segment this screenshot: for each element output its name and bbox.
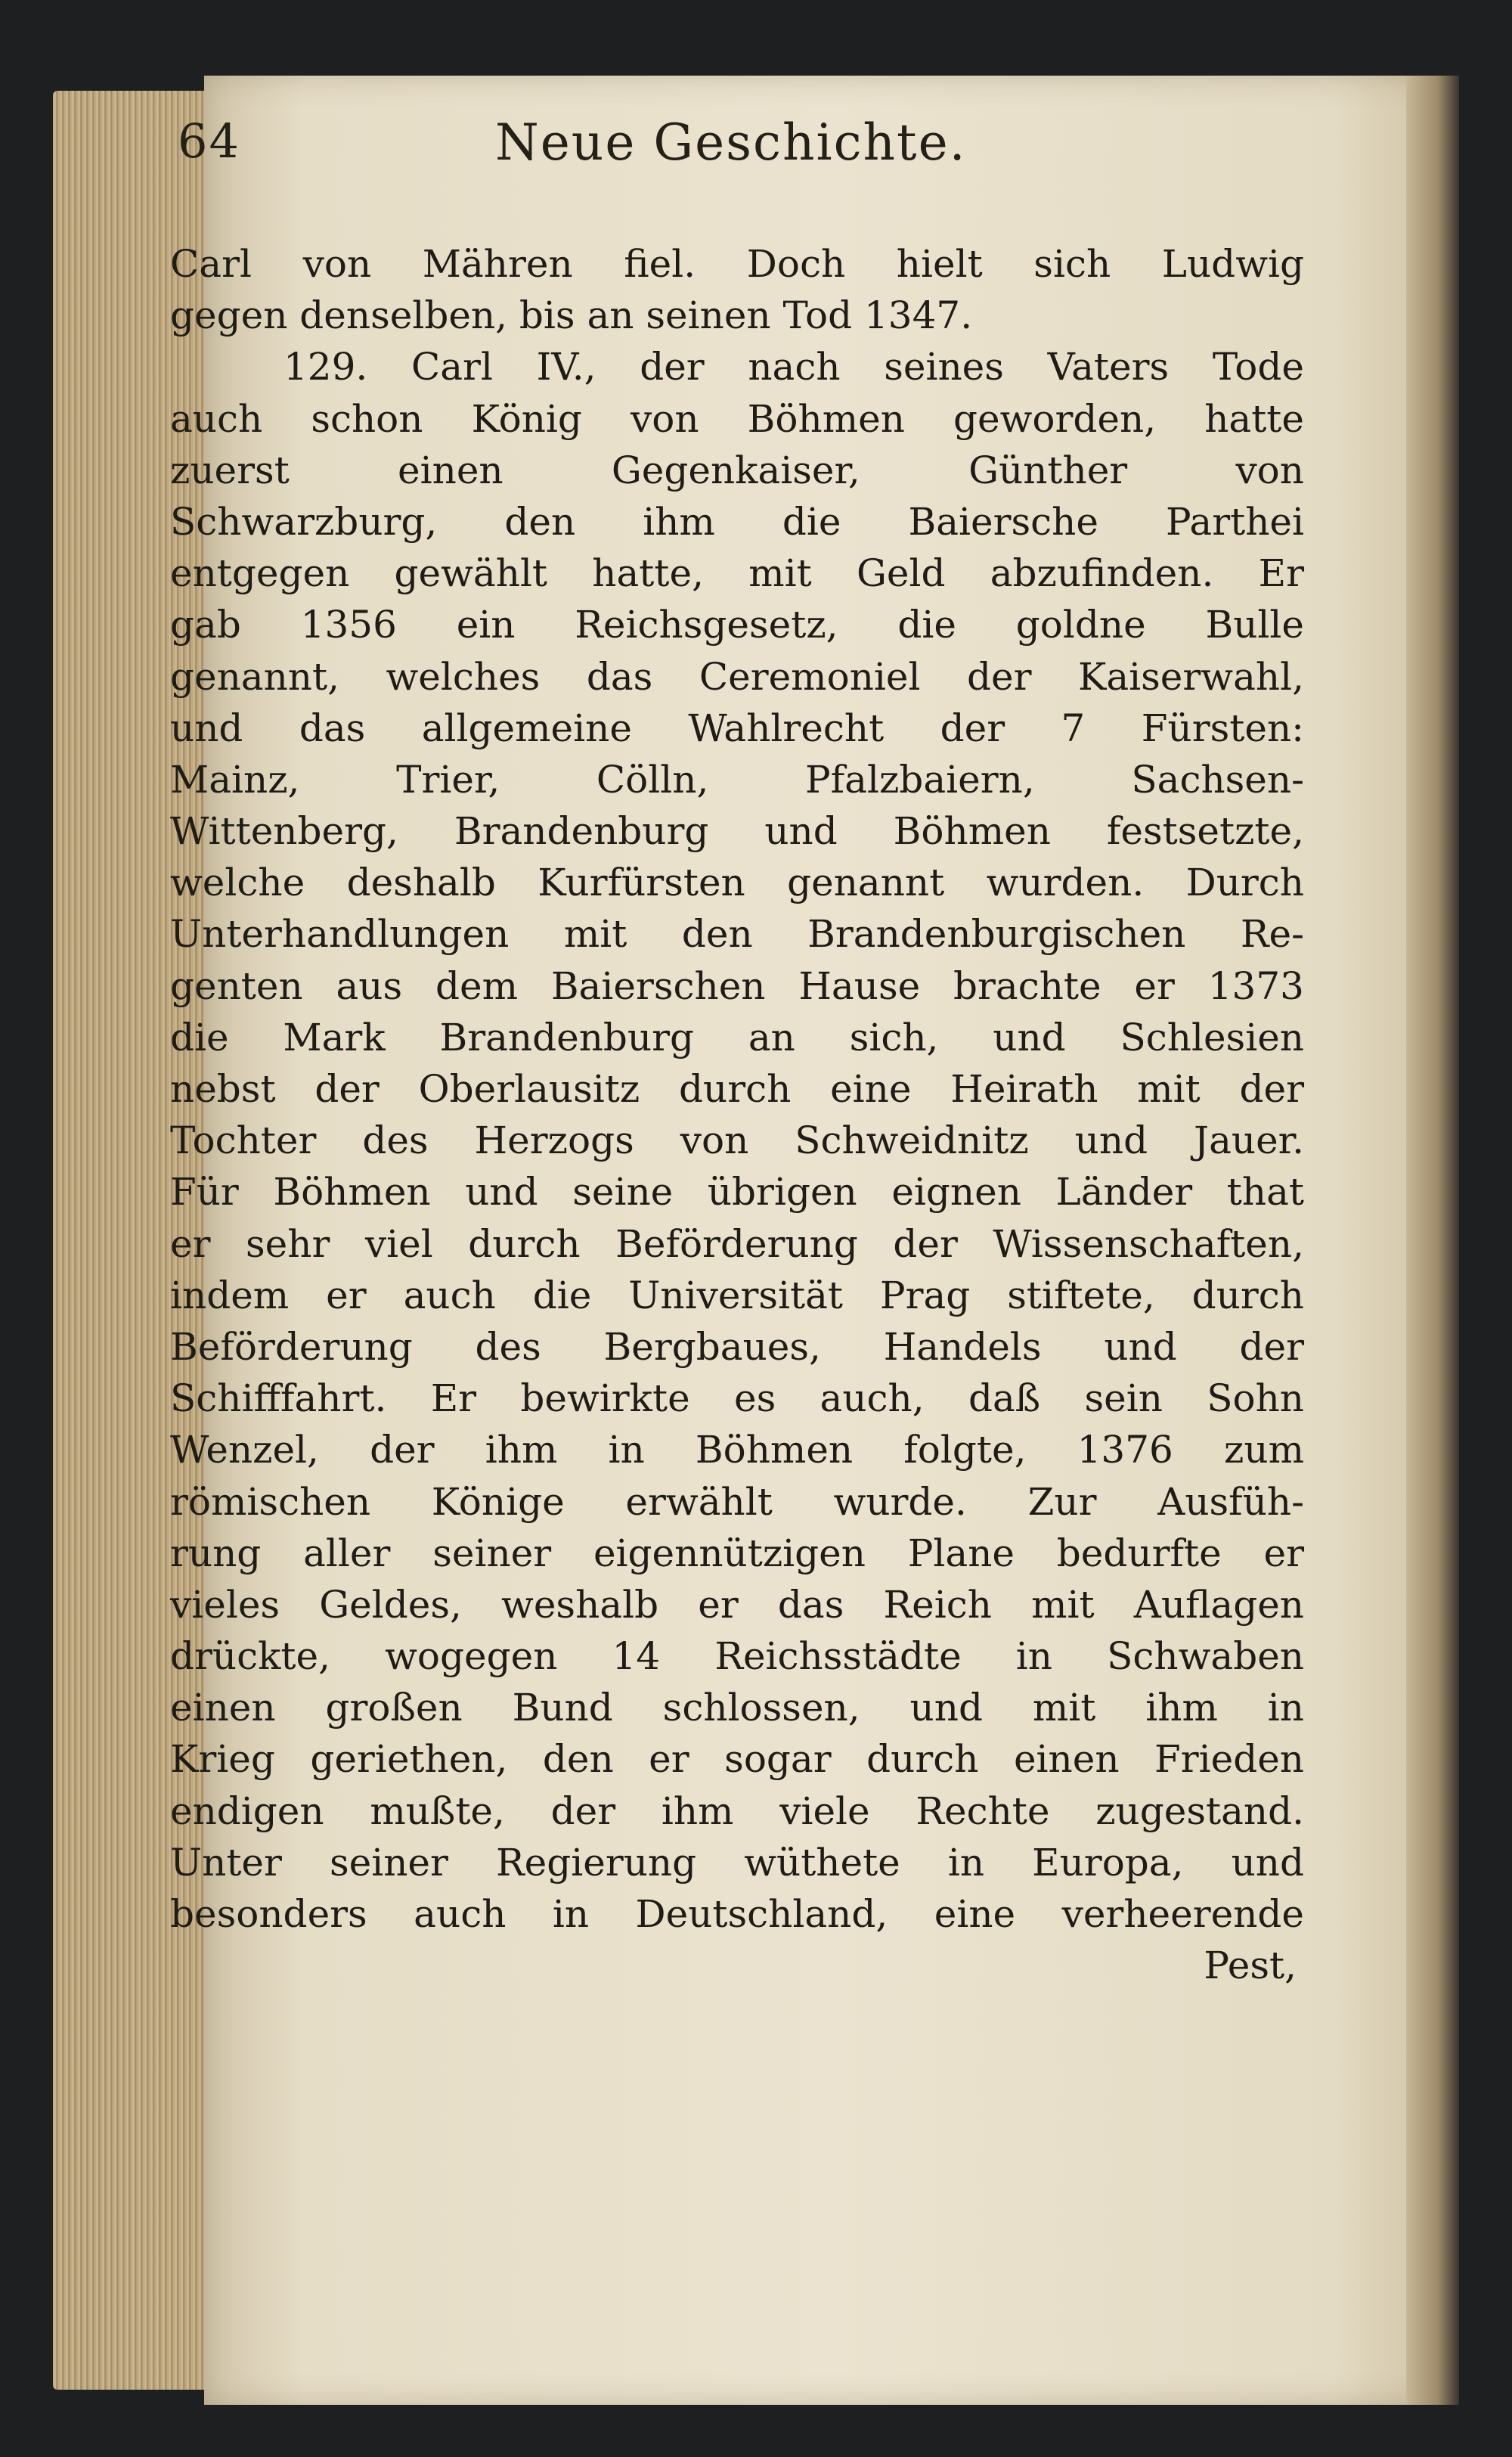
text-line: Mainz, Trier, Cölln, Pfalzbaiern, Sachsen-	[170, 757, 1304, 802]
catchword: Pest,	[1204, 1944, 1297, 1988]
text-line: vieles Geldes, weshalb er das Reich mit Auflagen	[170, 1582, 1304, 1627]
text-line: endigen mußte, der ihm viele Rechte zugestand.	[170, 1788, 1304, 1833]
text-line: Schwarzburg, den ihm die Baiersche Parthei	[170, 499, 1304, 544]
text-line: gegen denselben, bis an seinen Tod 1347.	[170, 293, 973, 338]
text-line: genannt, welches das Ceremoniel der Kaiserwahl,	[170, 654, 1304, 699]
text-line: gab 1356 ein Reichsgesetz, die goldne Bulle	[170, 603, 1304, 647]
text-line: Beförderung des Bergbaues, Handels und der	[170, 1324, 1304, 1369]
text-line: nebst der Oberlausitz durch eine Heirath mit der	[170, 1067, 1304, 1111]
body-text	[170, 238, 1304, 1991]
page-gutter	[1406, 76, 1459, 2405]
text-line: Carl von Mähren fiel. Doch hielt sich Ludwig	[170, 242, 1304, 286]
text-line: Wenzel, der ihm in Böhmen folgte, 1376 zum	[170, 1428, 1304, 1472]
text-line: Schifffahrt. Er bewirkte es auch, daß sein Sohn	[170, 1376, 1304, 1421]
text-line: Unter seiner Regierung wüthete in Europa, und	[170, 1840, 1304, 1885]
text-line: entgegen gewählt hatte, mit Geld abzufinden. Er	[170, 551, 1304, 596]
text-line: genten aus dem Baierschen Hause brachte er 1373	[170, 963, 1304, 1008]
text-line: er sehr viel durch Beförderung der Wissenschaften,	[170, 1221, 1304, 1266]
text-line: zuerst einen Gegenkaiser, Günther von	[170, 448, 1304, 492]
text-line: Wittenberg, Brandenburg und Böhmen festsetzte,	[170, 809, 1304, 854]
text-line: Für Böhmen und seine übrigen eignen Länder that	[170, 1170, 1304, 1215]
text-line: welche deshalb Kurfürsten genannt wurden. Durch	[170, 861, 1304, 905]
text-line: und das allgemeine Wahlrecht der 7 Fürsten:	[170, 706, 1304, 750]
text-line: Tochter des Herzogs von Schweidnitz und Jauer.	[170, 1118, 1304, 1163]
page-header	[178, 113, 1236, 197]
text-line: römischen Könige erwählt wurde. Zur Ausfüh-	[170, 1479, 1304, 1524]
text-line: rung aller seiner eigennützigen Plane bedurfte er	[170, 1531, 1304, 1575]
text-line: auch schon König von Böhmen geworden, hatte	[170, 396, 1304, 441]
text-line: Krieg geriethen, den er sogar durch einen Frieden	[170, 1737, 1304, 1782]
text-line: Unterhandlungen mit den Brandenburgischen Re-	[170, 912, 1304, 957]
running-head: Neue Geschichte.	[495, 113, 967, 172]
text-line: indem er auch die Universität Prag stiftete, durch	[170, 1273, 1304, 1317]
text-line: einen großen Bund schlossen, und mit ihm in	[170, 1686, 1304, 1730]
text-line: die Mark Brandenburg an sich, und Schlesien	[170, 1015, 1304, 1059]
page-number: 64	[178, 113, 240, 169]
text-line: drückte, wogegen 14 Reichsstädte in Schwaben	[170, 1634, 1304, 1679]
text-line: 129. Carl IV., der nach seines Vaters Tode	[284, 345, 1304, 389]
text-line: besonders auch in Deutschland, eine verheerende	[170, 1892, 1304, 1936]
